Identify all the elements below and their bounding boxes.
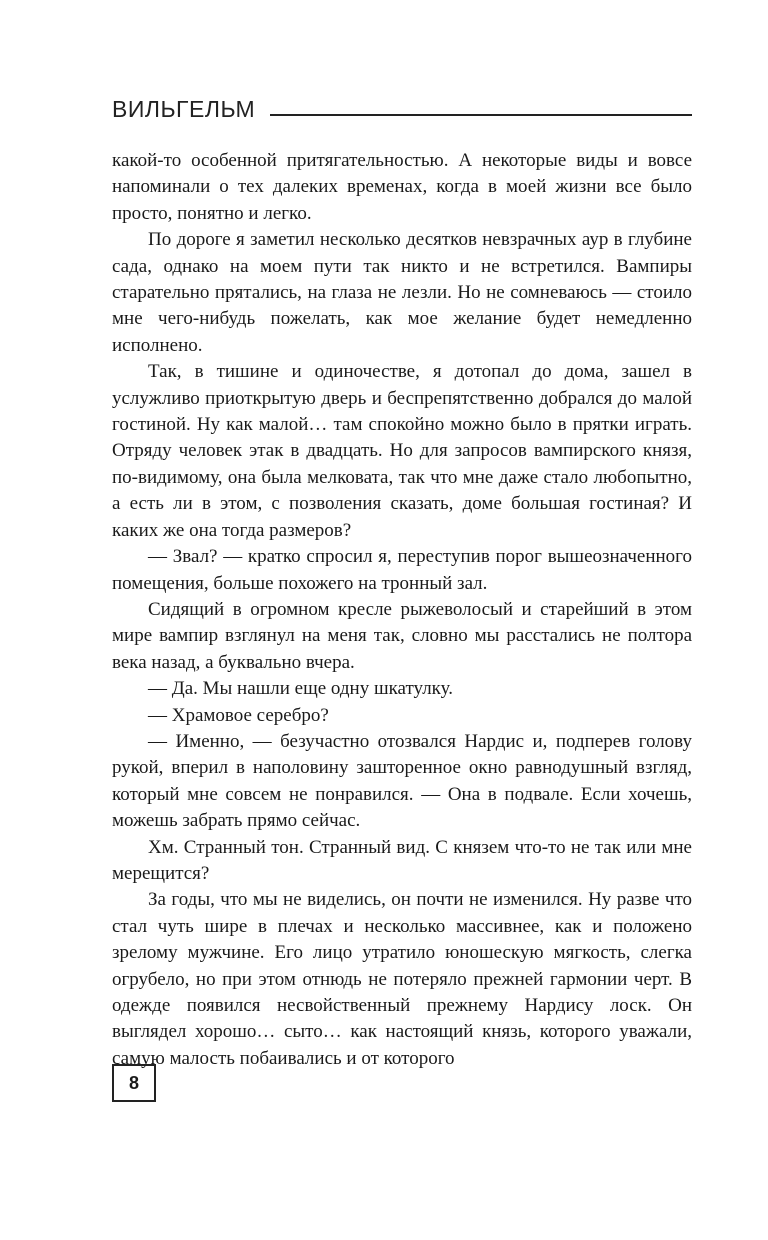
running-header: [112, 94, 692, 124]
paragraph: — Да. Мы нашли еще одну шкатулку.: [148, 678, 453, 700]
paragraph: Хм. Странный тон. Странный вид. С князем что-то не так или мне мерещится?: [112, 836, 692, 884]
page-number-label: 8: [128, 1072, 139, 1093]
page-text: [112, 148, 692, 1072]
paragraph: Сидящий в огромном кресле рыжеволосый и старейший в этом мире вампир взглянул на меня так, словно мы расстались не полтора века назад, а буквально вчера.: [112, 598, 692, 673]
paragraph: По дороге я заметил несколько десятков невзрачных аур в глубине сада, однако на моем пути так никто и не встретился. Вампиры старательно прятались, на глаза не лезли. Но не сомневаюсь — стоило мне чего-нибудь пожелать, как мое желание будет немедленно исполнено.: [112, 229, 692, 356]
paragraph: — Именно, — безучастно отозвался Нардис и, подперев голову рукой, вперил в наполовину зашторенное окно равнодушный взгляд, который мне совсем не понравился. — Она в подвале. Если хочешь, можешь забрать прямо сейчас.: [112, 730, 692, 832]
paragraph: какой-то особенной притягательностью. А некоторые виды и вовсе напоминали о тех далеких временах, когда в моей жизни все было просто, понятно и легко.: [112, 150, 692, 224]
paragraph: За годы, что мы не виделись, он почти не изменился. Ну разве что стал чуть шире в плечах и несколько массивнее, как и положено зрелому мужчине. Его лицо утратило юношескую мягкость, слегка огрубело, но при этом отнюдь не потеряло прежней гармонии черт. В одежде появился несвойственный прежнему Нардису лоск. Он выглядел хорошо… сыто… как настоящий князь, которого уважали, самую малость побаивались и от которого: [112, 889, 692, 1069]
header-rule: [270, 114, 692, 116]
paragraph: Так, в тишине и одиночестве, я дотопал до дома, зашел в услужливо приоткрытую дверь и беспрепятственно добрался до малой гостиной. Ну как малой… там спокойно можно было в прятки играть. Отряду человек этак в двадцать. Но для запросов вампирского князя, по-видимому, она была мелковата, так что мне даже стало любопытно, а есть ли в этом, с позволения сказать, доме большая гостиная? И каких же она тогда размеров?: [112, 361, 692, 541]
paragraph: — Звал? — кратко спросил я, переступив порог вышеозначенного помещения, больше похожего на тронный зал.: [112, 546, 692, 594]
page-number: [112, 1064, 156, 1102]
paragraph: — Храмовое серебро?: [148, 704, 329, 726]
running-title: ВИЛЬГЕЛЬМ: [112, 96, 256, 122]
